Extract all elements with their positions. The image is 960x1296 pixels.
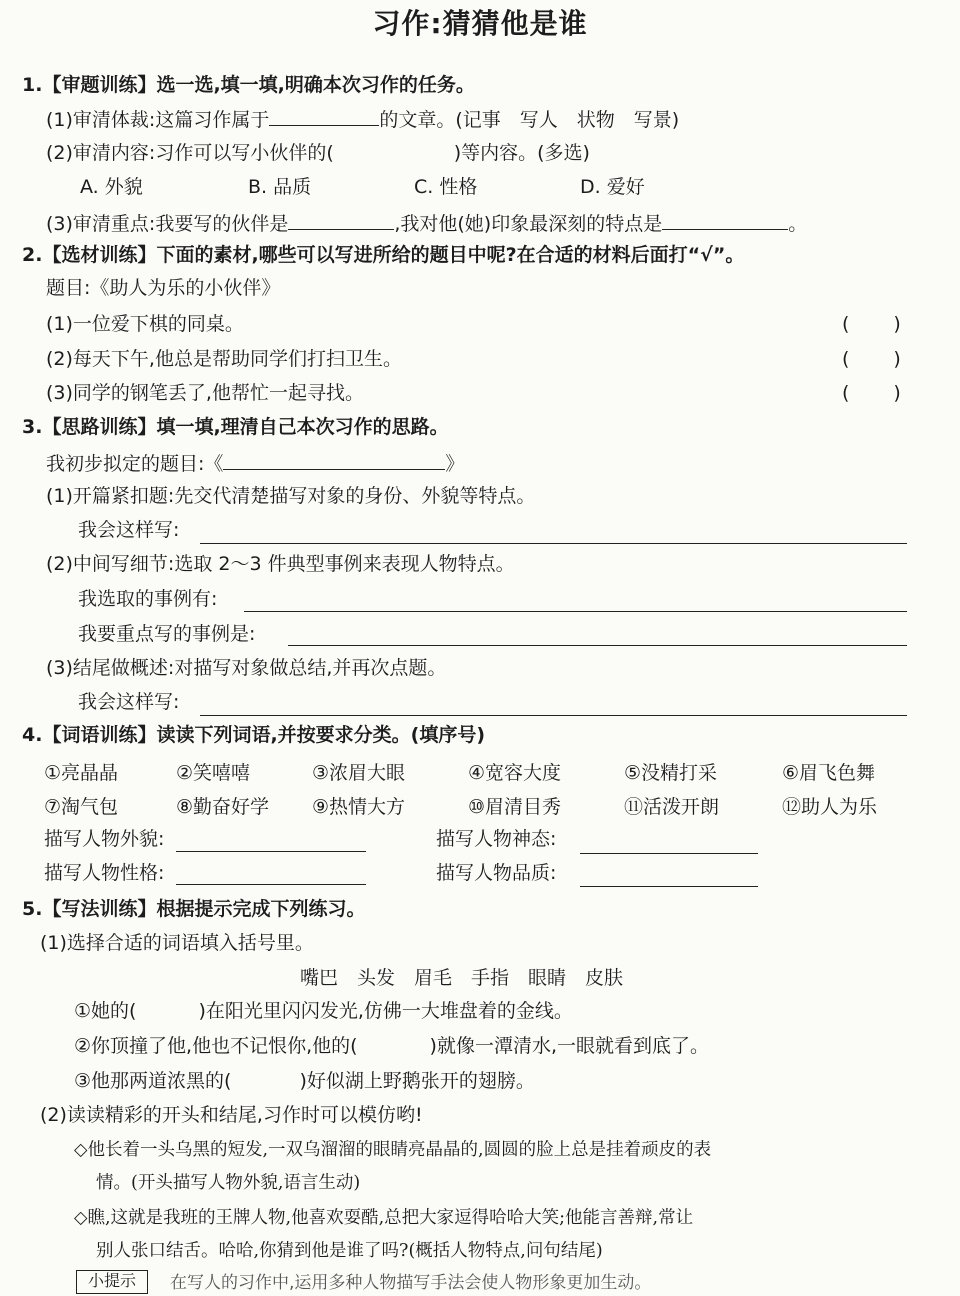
q3-p2-cases-line[interactable]	[244, 611, 907, 612]
q3-p3-write-line[interactable]	[200, 715, 907, 716]
q1-item3-text2: ,我对他(她)印象最深刻的特点是	[394, 213, 663, 235]
q4-heading: 4.【词语训练】读读下列词语,并按要求分类。(填序号)	[22, 724, 486, 746]
q4-cat3-label: 描写人物性格:	[44, 862, 165, 884]
q1-item2-text: (2)审清内容:习作可以写小伙伴的(	[46, 142, 334, 164]
word-6: ⑥眉飞色舞	[782, 762, 876, 784]
q2-check-3-close: )	[893, 382, 901, 404]
q3-p1-write-label: 我会这样写:	[78, 519, 180, 541]
q2-item-2: (2)每天下午,他总是帮助同学们打扫卫生。	[46, 348, 402, 370]
q5-p1: (1)选择合适的词语填入括号里。	[40, 932, 314, 954]
page-title: 习作:猜猜他是谁	[372, 7, 588, 40]
q1-item3-text: (3)审清重点:我要写的伙伴是	[46, 213, 289, 235]
q2-check-1-open: (	[842, 313, 850, 335]
q4-cat2-label: 描写人物神态:	[436, 828, 557, 850]
q5-example-2-line-2: 别人张口结舌。哈哈,你猜到他是谁了吗?(概括人物特点,问句结尾)	[96, 1241, 603, 1261]
q5-sentence-3	[74, 1068, 535, 1094]
q5-s3-text: ③他那两道浓黑的(	[74, 1070, 232, 1092]
q2-topic: 题目:《助人为乐的小伙伴》	[46, 277, 281, 299]
word-4: ④宽容大度	[468, 762, 562, 784]
word-2: ②笑嘻嘻	[176, 762, 251, 784]
q2-item-3: (3)同学的钢笔丢了,他帮忙一起寻找。	[46, 382, 364, 404]
word-12: ⑫助人为乐	[782, 796, 878, 818]
option-b[interactable]: B. 品质	[248, 176, 312, 198]
word-7: ⑦淘气包	[44, 796, 119, 818]
q5-sentence-1	[74, 998, 573, 1024]
q3-p2-focus-line[interactable]	[288, 645, 907, 646]
q3-p1-write-line[interactable]	[200, 543, 907, 544]
q5-p2: (2)读读精彩的开头和结尾,习作时可以模仿哟!	[40, 1104, 423, 1126]
q3-p2: (2)中间写细节:选取 2～3 件典型事例来表现人物特点。	[46, 553, 515, 575]
q2-check-3[interactable]	[842, 380, 901, 406]
q4-cat2-line[interactable]	[580, 853, 758, 854]
q1-item2-note: )等内容。(多选)	[453, 142, 590, 164]
essay-title-blank[interactable]	[223, 449, 445, 470]
word-9: ⑨热情大方	[312, 796, 406, 818]
q1-heading: 1.【审题训练】选一选,填一填,明确本次习作的任务。	[22, 74, 475, 96]
q1-item3	[46, 209, 807, 237]
q4-cat4-line[interactable]	[580, 886, 758, 887]
q1-item3-end: 。	[788, 213, 808, 235]
q5-s2-rest: )就像一潭清水,一眼就看到底了。	[429, 1035, 709, 1057]
option-d[interactable]: D. 爱好	[580, 176, 645, 198]
q3-p2-focus-label: 我要重点写的事例是:	[78, 623, 256, 645]
option-a[interactable]: A. 外貌	[80, 176, 143, 198]
genre-blank[interactable]	[269, 105, 379, 126]
q2-check-2-open: (	[842, 348, 850, 370]
q5-word-choices: 嘴巴 头发 眉毛 手指 眼睛 皮肤	[300, 967, 624, 989]
word-10: ⑩眉清目秀	[468, 796, 562, 818]
q3-p1: (1)开篇紧扣题:先交代清楚描写对象的身份、外貌等特点。	[46, 485, 536, 507]
option-c[interactable]: C. 性格	[414, 176, 478, 198]
q4-cat1-label: 描写人物外貌:	[44, 828, 165, 850]
q3-heading: 3.【思路训练】填一填,理清自己本次习作的思路。	[22, 416, 449, 438]
q4-cat3-line[interactable]	[176, 884, 366, 885]
q3-title-prompt	[46, 449, 464, 477]
q2-check-2[interactable]	[842, 346, 901, 372]
q2-item-1: (1)一位爱下棋的同桌。	[46, 313, 244, 335]
q5-s1-rest: )在阳光里闪闪发光,仿佛一大堆盘着的金线。	[198, 1000, 573, 1022]
q3-p2-cases-label: 我选取的事例有:	[78, 588, 218, 610]
q3-title-prompt-close: 》	[445, 453, 465, 475]
q1-item1-options: 的文章。(记事 写人 状物 写景)	[379, 109, 680, 131]
q1-item2	[46, 140, 590, 166]
tip-label-box: 小提示	[76, 1270, 148, 1294]
word-11: ⑪活泼开朗	[624, 796, 720, 818]
trait-blank[interactable]	[662, 209, 788, 230]
q4-cat1-line[interactable]	[176, 851, 366, 852]
q5-sentence-2	[74, 1033, 709, 1059]
q5-s2-text: ②你顶撞了他,他也不记恨你,他的(	[74, 1035, 358, 1057]
q2-heading: 2.【选材训练】下面的素材,哪些可以写进所给的题目中呢?在合适的材料后面打“√”。	[22, 244, 745, 266]
tip-text: 在写人的习作中,运用多种人物描写手法会使人物形象更加生动。	[170, 1273, 652, 1293]
q2-check-1[interactable]	[842, 311, 901, 337]
word-1: ①亮晶晶	[44, 762, 119, 784]
q5-example-2-line-1: ◇瞧,这就是我班的王牌人物,他喜欢耍酷,总把大家逗得哈哈大笑;他能言善辩,常让	[74, 1208, 694, 1228]
q5-example-1-line-2: 情。(开头描写人物外貌,语言生动)	[96, 1173, 361, 1193]
q1-item1-text: (1)审清体裁:这篇习作属于	[46, 109, 270, 131]
q3-p3: (3)结尾做概述:对描写对象做总结,并再次点题。	[46, 657, 447, 679]
q3-title-prompt-text: 我初步拟定的题目:《	[46, 453, 224, 475]
q4-cat4-label: 描写人物品质:	[436, 862, 557, 884]
q5-heading: 5.【写法训练】根据提示完成下列练习。	[22, 898, 366, 920]
q3-p3-write-label: 我会这样写:	[78, 691, 180, 713]
word-8: ⑧勤奋好学	[176, 796, 270, 818]
q2-check-1-close: )	[893, 313, 901, 335]
q5-s3-rest: )好似湖上野鹅张开的翅膀。	[299, 1070, 535, 1092]
q5-example-1-line-1: ◇他长着一头乌黑的短发,一双乌溜溜的眼睛亮晶晶的,圆圆的脸上总是挂着顽皮的表	[74, 1140, 712, 1160]
q2-check-3-open: (	[842, 382, 850, 404]
q5-s1-text: ①她的(	[74, 1000, 137, 1022]
q1-item1	[46, 105, 679, 133]
partner-blank[interactable]	[288, 209, 394, 230]
q2-check-2-close: )	[893, 348, 901, 370]
word-5: ⑤没精打采	[624, 762, 718, 784]
word-3: ③浓眉大眼	[312, 762, 406, 784]
